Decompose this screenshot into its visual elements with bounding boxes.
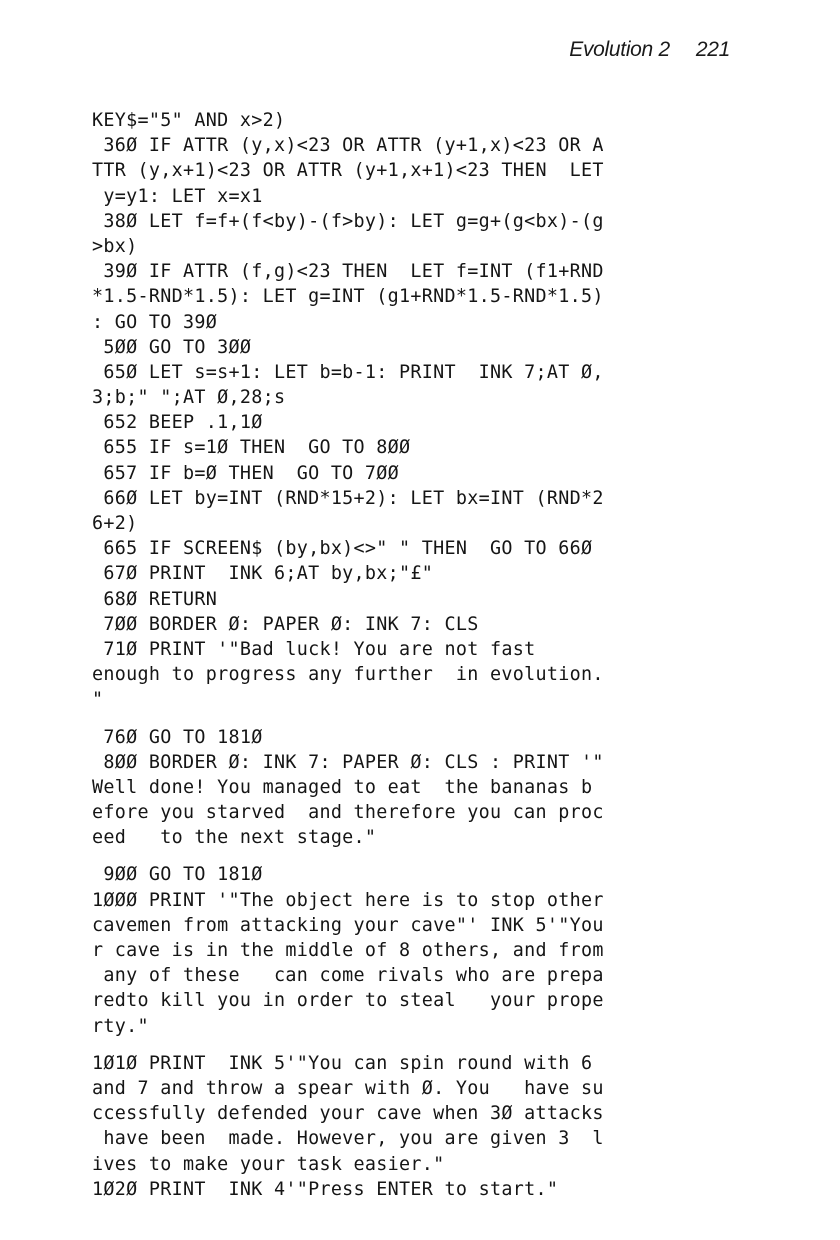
running-header — [569, 38, 730, 62]
code-line: " — [92, 689, 104, 711]
blank-line — [92, 1039, 772, 1051]
code-line: 3;b;" ";AT Ø,28;s — [92, 387, 286, 409]
code-line: 1Ø1Ø PRINT INK 5'"You can spin round with 6 — [92, 1052, 593, 1074]
page-number: 221 — [695, 38, 730, 61]
code-line: 8ØØ BORDER Ø: INK 7: PAPER Ø: CLS : PRINT '" — [92, 751, 604, 773]
code-line: any of these can come rivals who are prepa — [92, 965, 604, 987]
code-line: eed to the next stage." — [92, 827, 377, 849]
code-line: 6+2) — [92, 513, 138, 534]
chapter-title: Evolution 2 — [569, 38, 670, 61]
code-line: 71Ø PRINT '"Bad luck! You are not fast — [92, 638, 536, 660]
code-line: and 7 and throw a spear with Ø. You have su — [92, 1077, 604, 1099]
code-line: 1Ø2Ø PRINT INK 4'"Press ENTER to start." — [92, 1178, 559, 1200]
code-line: 1ØØØ PRINT '"The object here is to stop other — [92, 889, 604, 911]
code-line: Well done! You managed to eat the bananas b — [92, 776, 593, 798]
code-line: 9ØØ GO TO 181Ø — [92, 864, 263, 886]
blank-line — [92, 850, 772, 862]
code-line: 657 IF b=Ø THEN GO TO 7ØØ — [92, 462, 400, 484]
code-line: 7ØØ BORDER Ø: PAPER Ø: INK 7: CLS — [92, 613, 479, 635]
code-line: 68Ø RETURN — [92, 588, 218, 610]
code-line: TTR (y,x+1)<23 OR ATTR (y+1,x+1)<23 THEN LET — [92, 160, 604, 182]
code-line: 38Ø LET f=f+(f<by)-(f>by): LET g=g+(g<bx)-(g — [92, 210, 604, 232]
code-line: 65Ø LET s=s+1: LET b=b-1: PRINT INK 7;AT Ø, — [92, 361, 604, 383]
code-line: enough to progress any further in evolution. — [92, 664, 604, 686]
code-line: ives to make your task easier." — [92, 1153, 445, 1175]
code-line: redto kill you in order to steal your prope — [92, 990, 604, 1012]
code-line: 66Ø LET by=INT (RND*15+2): LET bx=INT (RND*2 — [92, 487, 604, 509]
code-line: 36Ø IF ATTR (y,x)<23 OR ATTR (y+1,x)<23 OR A — [92, 135, 604, 157]
code-line: r cave is in the middle of 8 others, and from — [92, 940, 604, 961]
code-line: 67Ø PRINT INK 6;AT by,bx;"£" — [92, 563, 434, 585]
blank-line — [92, 713, 772, 725]
basic-program-listing — [92, 108, 772, 1202]
code-line: 76Ø GO TO 181Ø — [92, 726, 263, 748]
code-line: 39Ø IF ATTR (f,g)<23 THEN LET f=INT (f1+RND — [92, 261, 604, 283]
code-line: 5ØØ GO TO 3ØØ — [92, 336, 252, 358]
code-line: y=y1: LET x=x1 — [92, 185, 263, 207]
code-line: KEY$="5" AND x>2) — [92, 110, 286, 131]
code-line: >bx) — [92, 235, 138, 257]
code-line: 665 IF SCREEN$ (by,bx)<>" " THEN GO TO 66Ø — [92, 538, 593, 560]
code-line: 655 IF s=1Ø THEN GO TO 8ØØ — [92, 437, 411, 459]
code-line: rty." — [92, 1015, 149, 1037]
code-line: : GO TO 39Ø — [92, 311, 218, 333]
code-line: efore you starved and therefore you can proc — [92, 802, 604, 824]
code-line: cavemen from attacking your cave"' INK 5'"You — [92, 914, 604, 936]
code-line: *1.5-RND*1.5): LET g=INT (g1+RND*1.5-RND*1.5) — [92, 286, 604, 308]
code-line: ccessfully defended your cave when 3Ø attacks — [92, 1103, 604, 1125]
code-line: have been made. However, you are given 3 l — [92, 1128, 604, 1150]
code-line: 652 BEEP .1,1Ø — [92, 412, 263, 434]
